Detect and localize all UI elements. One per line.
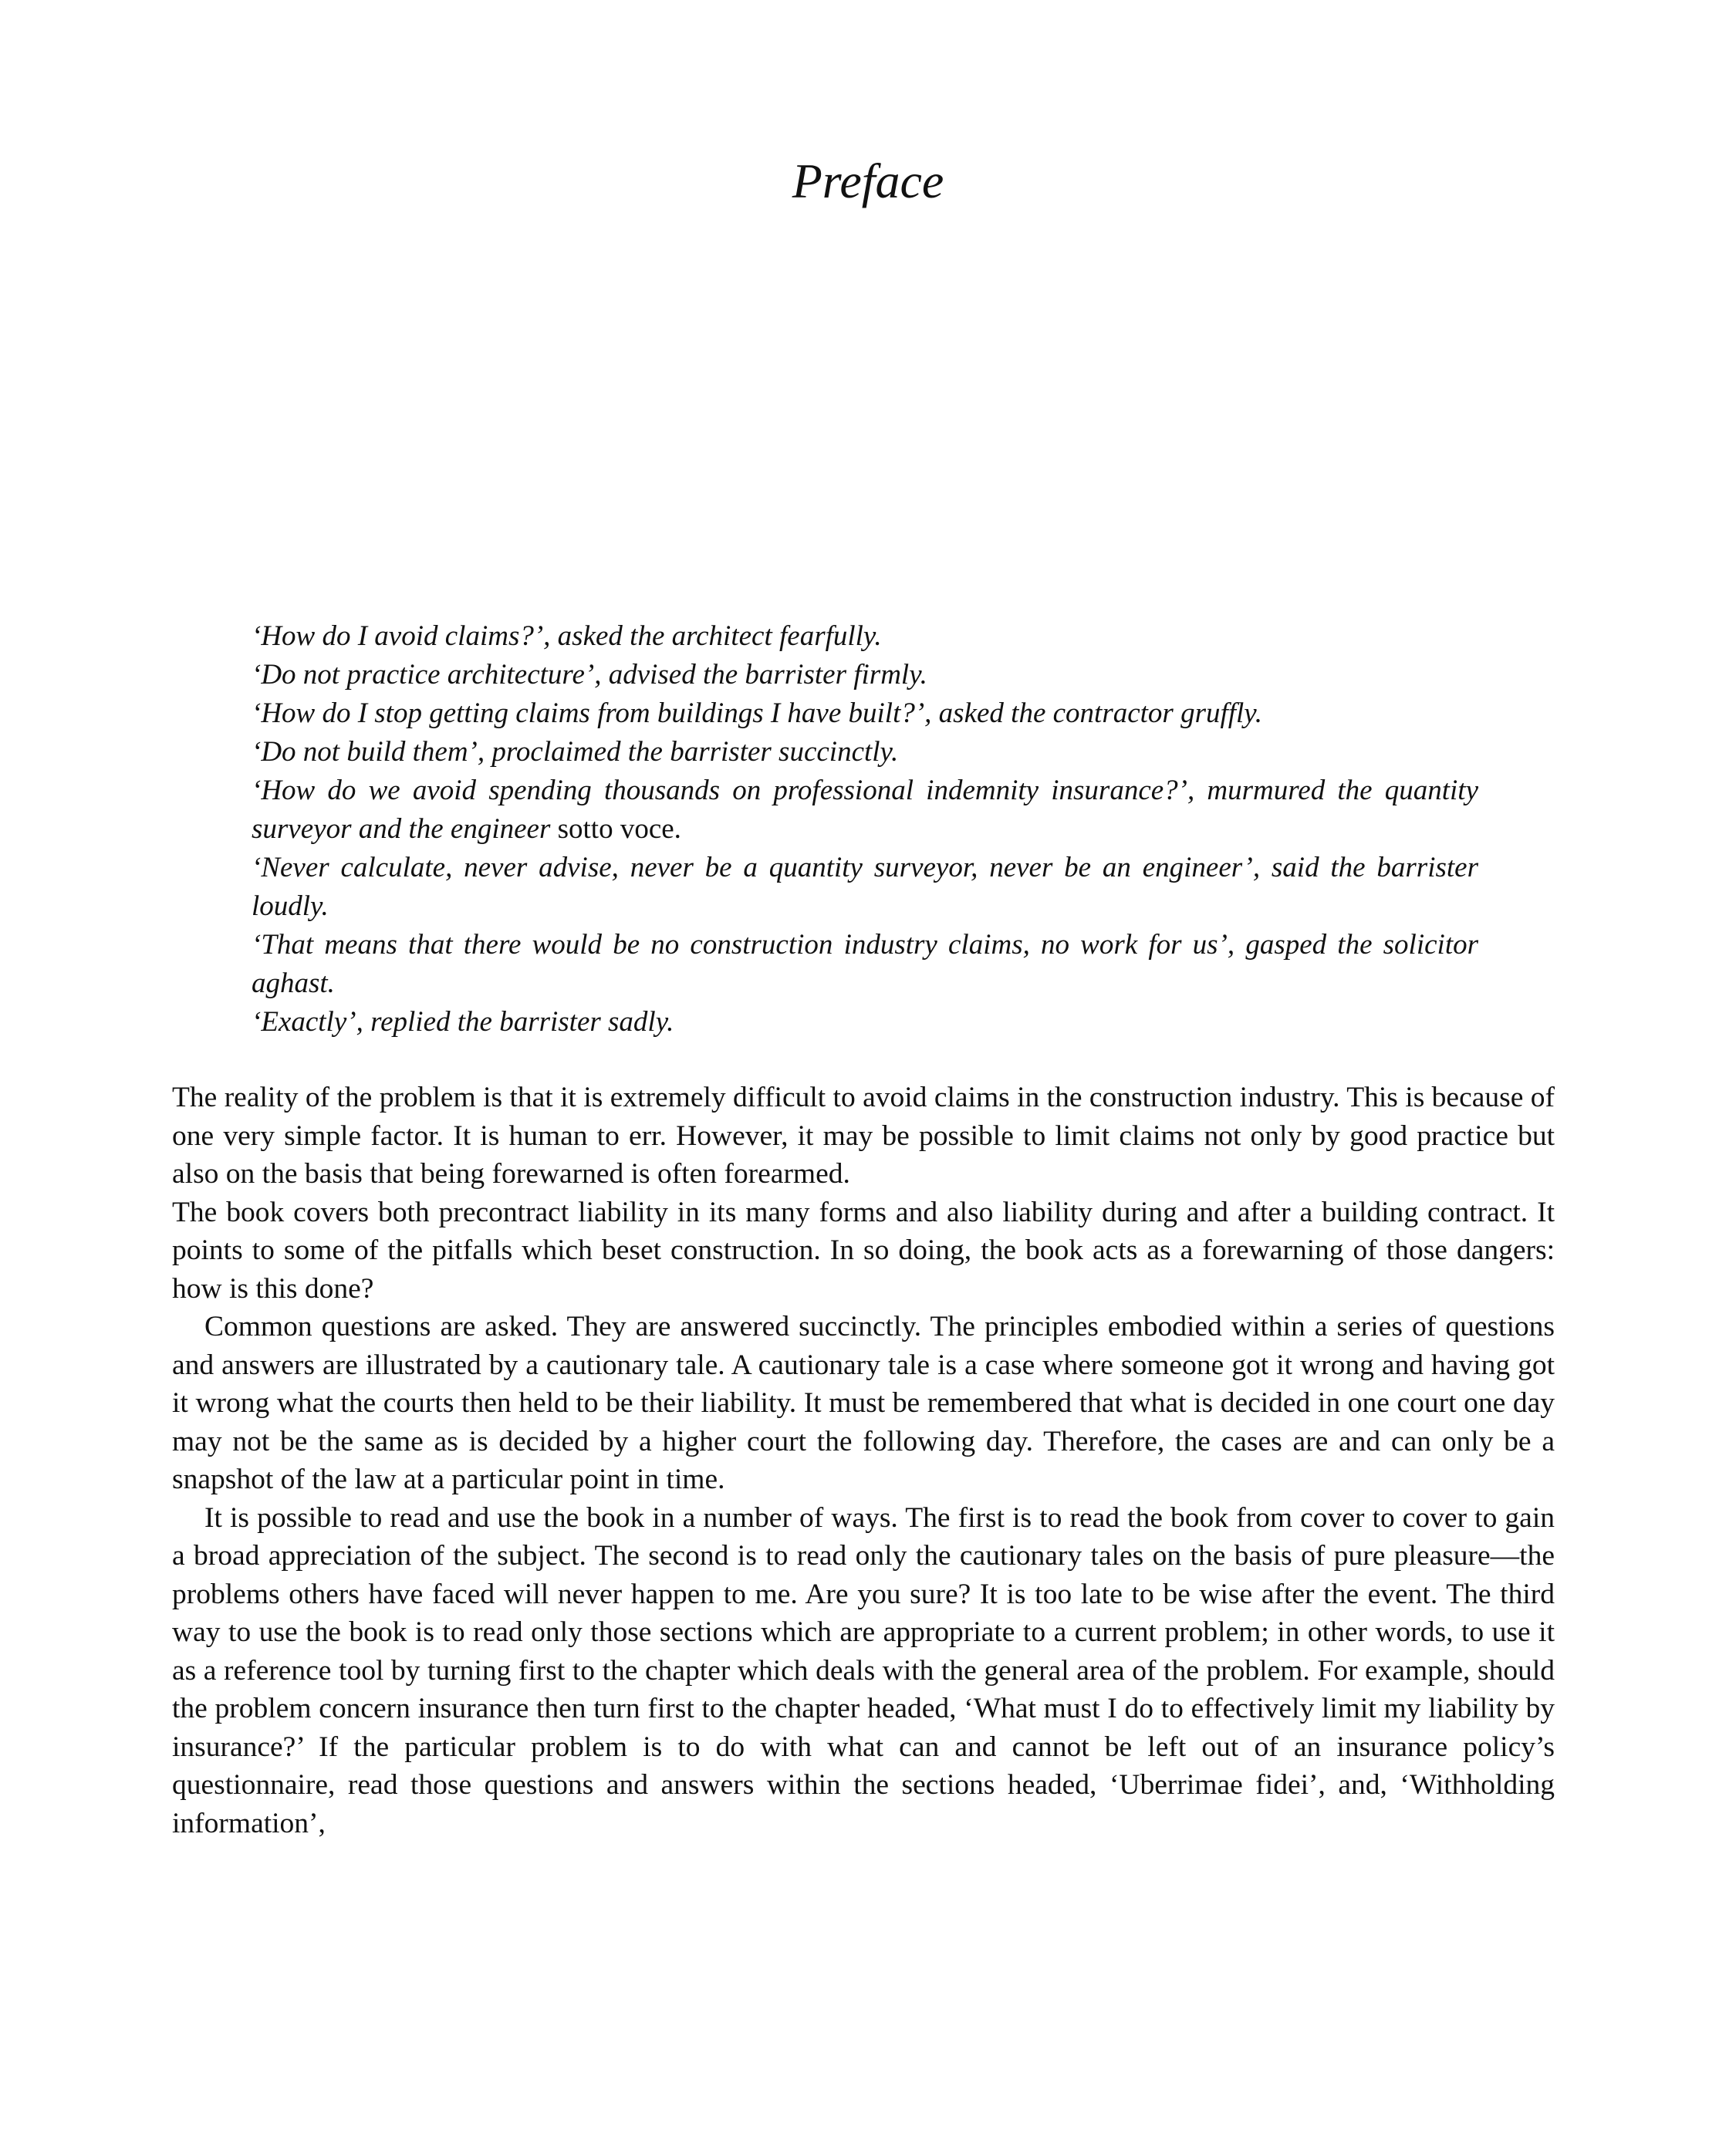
preface-body <box>172 1079 1555 1842</box>
epigraph-line: ‘How do I avoid claims?’, asked the architect fearfully. <box>252 620 882 652</box>
body-paragraph: The reality of the problem is that it is extremely difficult to avoid claims in the construction industry. This is because of one very simple factor. It is human to err. However, it may be possible to limit claims not only by good practice but also on the basis that being forewarned is often forearmed. <box>172 1082 1555 1190</box>
epigraph-line: ‘Exactly’, replied the barrister sadly. <box>252 1006 674 1038</box>
epigraph-line: ‘Do not build them’, proclaimed the barrister succinctly. <box>252 736 899 768</box>
body-paragraph: It is possible to read and use the book in a number of ways. The first is to read the book from cover to cover to gain a broad appreciation of the subject. The second is to read only the cautionary tales on the basis of pure pleasure—the problems others have faced will never happen to me. Are you sure? It is too late to be wise after the event. The third way to use the book is to read only those sections which are appropriate to a current problem; in other words, to use it as a reference tool by turning first to the chapter which deals with the general area of the problem. For example, should the problem concern insurance then turn first to the chapter headed, ‘What must I do to effectively limit my liability by insurance?’ If the particular problem is to do with what can and cannot be left out of an insurance policy’s questionnaire, read those questions and answers within the sections headed, ‘Uberrimae fidei’, and, ‘Withholding information’, <box>172 1501 1555 1839</box>
page-title: Preface <box>792 154 944 208</box>
epigraph-line: ‘How do I stop getting claims from buildings I have built?’, asked the contractor gruffly. <box>252 697 1262 729</box>
body-paragraph: The book covers both precontract liability in its many forms and also liability during and after a building contract. It points to some of the pitfalls which beset construction. In so doing, the book acts as a forewarning of those dangers: how is this done? <box>172 1196 1555 1305</box>
epigraph-roman-suffix: sotto voce. <box>557 813 681 845</box>
epigraph-line: ‘Do not practice architecture’, advised the barrister firmly. <box>252 659 927 691</box>
epigraph-line: ‘That means that there would be no construction industry claims, no work for us’, gasped the solicitor aghast. <box>252 929 1478 999</box>
epigraph <box>252 617 1478 1042</box>
body-paragraph: Common questions are asked. They are answered succinctly. The principles embodied within a series of questions and answers are illustrated by a cautionary tale. A cautionary tale is a case where someone got it wrong and having got it wrong what the courts then held to be their liability. It must be remembered that what is decided in one court one day may not be the same as is decided by a higher court the following day. Therefore, the cases are and can only be a snapshot of the law at a particular point in time. <box>172 1311 1555 1495</box>
epigraph-line: ‘Never calculate, never advise, never be a quantity surveyor, never be an engineer’, said the barrister loudly. <box>252 852 1478 922</box>
epigraph-line: ‘How do we avoid spending thousands on professional indemnity insurance?’, murmured the quantity surveyor and the engineer sotto voce. <box>252 775 1478 845</box>
